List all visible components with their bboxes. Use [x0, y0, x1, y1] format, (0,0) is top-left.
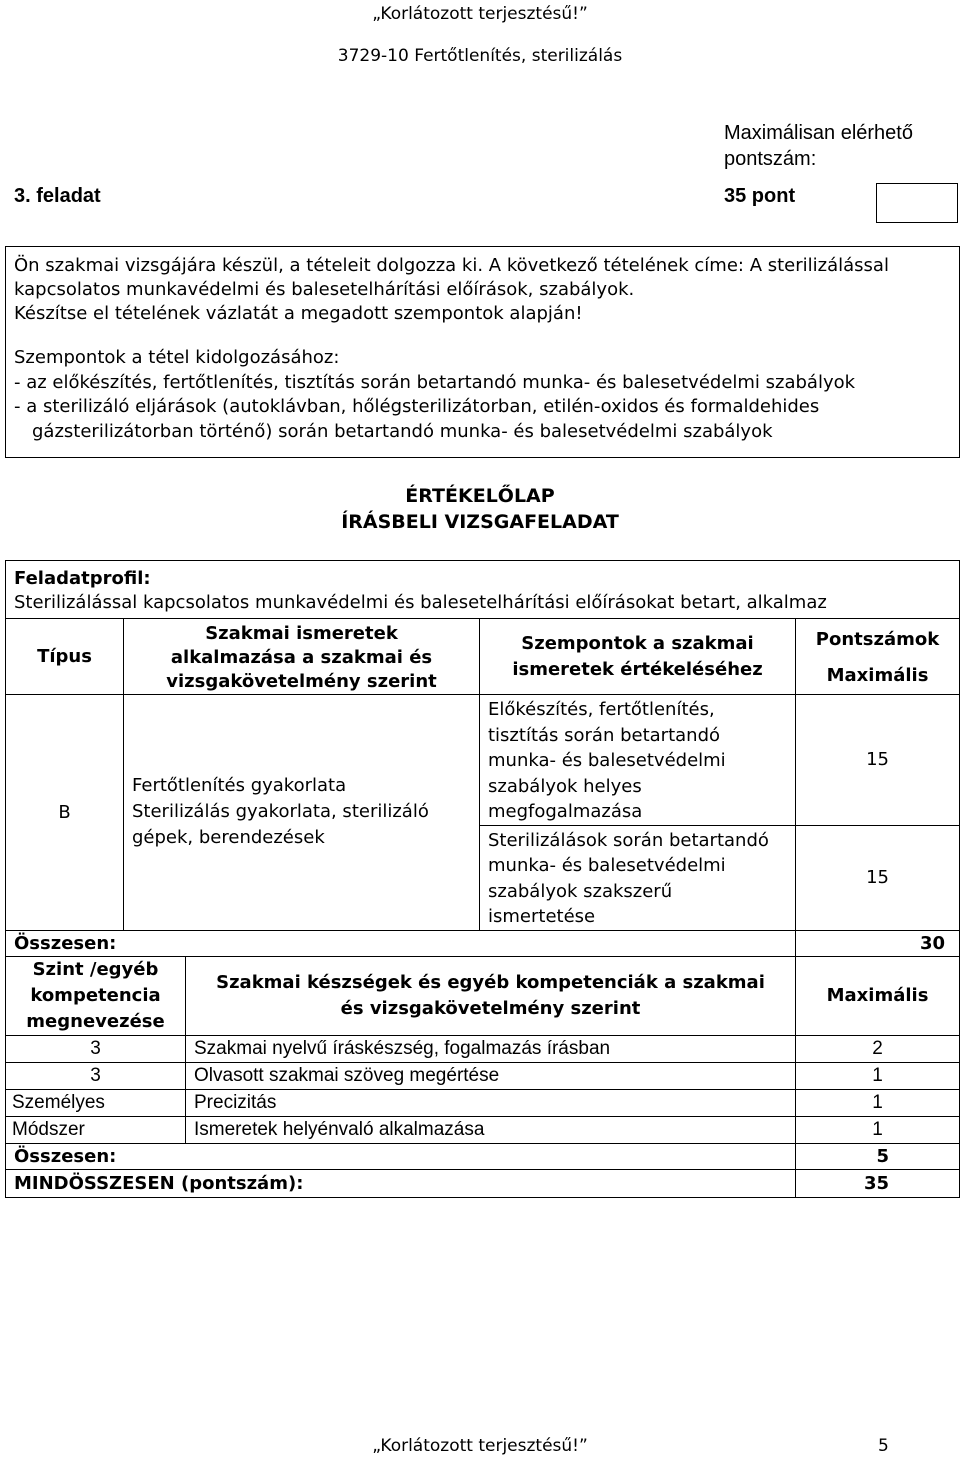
header-course: 3729-10 Fertőtlenítés, sterilizálás — [337, 46, 623, 66]
skill-name: Ismeretek helyénvaló alkalmazása — [186, 1116, 796, 1143]
skills-header-row — [6, 956, 960, 1035]
evaluation-table — [5, 560, 960, 1198]
skills-row — [6, 1116, 960, 1143]
col-level-header: Szint /egyéb kompetencia megnevezése — [6, 956, 186, 1035]
skill-level: 3 — [6, 1062, 186, 1089]
profile-row — [6, 561, 960, 619]
skill-max: 1 — [796, 1089, 960, 1116]
criteria-list — [14, 346, 954, 444]
skills-row — [6, 1089, 960, 1116]
col-points-header: Pontszámok Maximális — [796, 619, 960, 695]
knowledge-total-value: 30 — [796, 930, 960, 956]
grand-total-label: MINDÖSSZESEN (pontszám): — [6, 1169, 796, 1197]
points-1-cell: 15 — [796, 695, 960, 826]
skills-total-value: 5 — [796, 1143, 960, 1169]
points-2-cell: 15 — [796, 825, 960, 930]
skill-name: Olvasott szakmai szöveg megértése — [186, 1062, 796, 1089]
header-restriction: „Korlátozott terjesztésű!” — [372, 4, 588, 24]
col-skills-header: Szakmai készségek és egyéb kompetenciák a szakmai és vizsgakövetelmény szerint — [186, 956, 796, 1035]
skill-level: 3 — [6, 1035, 186, 1062]
skills-total-label: Összesen: — [6, 1143, 796, 1169]
criterion-row — [6, 695, 960, 826]
profile-text: Sterilizálással kapcsolatos munkavédelmi és balesetelhárítási előírásokat betart, alkalmaz — [14, 592, 827, 613]
knowledge-total-label: Összesen: — [6, 930, 796, 956]
skill-level: Módszer — [6, 1116, 186, 1143]
criteria-heading: Szempontok a tétel kidolgozásához: — [14, 347, 340, 368]
page-number: 5 — [878, 1436, 889, 1456]
eval-title: ÉRTÉKELŐLAP ÍRÁSBELI VIZSGAFELADAT — [341, 485, 619, 533]
profile-label: Feladatprofil: — [14, 568, 151, 589]
col-skills-max-header: Maximális — [796, 956, 960, 1035]
task-intro: Ön szakmai vizsgájára készül, a tételeit dolgozza ki. A következő tételének címe: A sterilizálással kapcsolatos munkavédelmi és balesetelhárítási előírások, szabályok. Készítse el tételének vázlatát a megadott szempontok alapján! — [14, 255, 889, 324]
col-knowledge-header: Szakmai ismeretek alkalmazása a szakmai és vizsgakövetelmény szerint — [124, 619, 480, 695]
skill-name: Szakmai nyelvű íráskészség, fogalmazás írásban — [186, 1035, 796, 1062]
criterion-1-cell: Előkészítés, fertőtlenítés, tisztítás során betartandó munka- és balesetvédelmi szabályok helyes megfogalmazása — [480, 695, 796, 826]
skill-max: 1 — [796, 1062, 960, 1089]
knowledge-header-row — [6, 619, 960, 695]
col-type-header: Típus — [6, 619, 124, 695]
type-cell: B — [6, 695, 124, 931]
knowledge-cell: Fertőtlenítés gyakorlata Sterilizálás gyakorlata, sterilizáló gépek, berendezések — [124, 695, 480, 931]
footer-restriction: „Korlátozott terjesztésű!” — [372, 1436, 588, 1456]
criteria-item: - a sterilizáló eljárások (autoklávban, hőlégsterilizátorban, etilén-oxidos és formaldehides — [14, 396, 820, 417]
skill-max: 2 — [796, 1035, 960, 1062]
grand-total-row — [6, 1169, 960, 1197]
criteria-item: - az előkészítés, fertőtlenítés, tisztítás során betartandó munka- és balesetvédelmi szabályok — [14, 371, 856, 393]
criteria-item: gázsterilizátorban történő) során betartandó munka- és balesetvédelmi szabályok — [32, 420, 773, 442]
skill-name: Precizitás — [186, 1089, 796, 1116]
skills-row — [6, 1062, 960, 1089]
skill-level: Személyes — [6, 1089, 186, 1116]
skill-max: 1 — [796, 1116, 960, 1143]
col-criteria-header: Szempontok a szakmai ismeretek értékeléséhez — [480, 619, 796, 695]
max-points-label: Maximálisan elérhető pontszám: — [724, 122, 913, 170]
task-number: 3. feladat — [14, 185, 101, 207]
skills-total-row — [6, 1143, 960, 1169]
criterion-2-cell: Sterilizálások során betartandó munka- és balesetvédelmi szabályok szakszerű ismertetése — [480, 825, 796, 930]
task-points: 35 pont — [724, 185, 796, 207]
score-box[interactable] — [876, 183, 958, 223]
knowledge-total-row — [6, 930, 960, 956]
skills-row — [6, 1035, 960, 1062]
grand-total-value: 35 — [796, 1169, 960, 1197]
